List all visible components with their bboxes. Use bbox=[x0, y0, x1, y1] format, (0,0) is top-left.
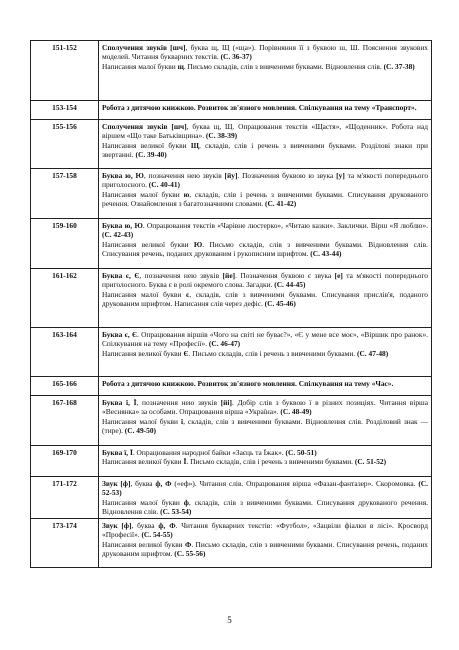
text: . Опрацювання народної байки «Заєць та Їжак». bbox=[132, 448, 286, 457]
bold-text: (С. 38-39) bbox=[205, 131, 238, 141]
text: , буква щ, Щ («ща»). Порівняння її з буквою ш, Ш. Пояснення звукових моделей. Читання букварних текстів. bbox=[102, 43, 429, 62]
topic-paragraph bbox=[102, 240, 428, 259]
bold-text: Звук [ф] bbox=[102, 479, 131, 488]
topic-paragraph bbox=[102, 43, 428, 62]
bold-text: Буква ю, Ю bbox=[102, 171, 144, 180]
topic-paragraph bbox=[102, 330, 428, 349]
bold-text: (С. 42-43) bbox=[102, 230, 134, 240]
text: . Письмо складів, слів з вивченими буквами. Списування речень, поданих друкованим шрифтом. bbox=[102, 539, 428, 559]
topic-paragraph bbox=[102, 448, 428, 457]
text: . Опрацювання віршів «Чого на світі не буває?», «Є у мене все моє», «Віршик про ранок». Спілкування на тему «Професії». bbox=[102, 330, 429, 349]
lesson-topic bbox=[99, 169, 432, 219]
bold-text: Сполучення звуків [шч] bbox=[102, 43, 186, 52]
bold-text: Буква є, Є bbox=[102, 330, 137, 339]
bold-text: (С. 49-50) bbox=[124, 425, 156, 435]
topic-paragraph bbox=[102, 457, 428, 466]
lesson-number: 165-166 bbox=[31, 377, 99, 396]
text: Написання малої букви bbox=[102, 416, 182, 426]
text: , позначення нею звуків bbox=[136, 398, 221, 407]
text: , складів, слів з вивченими буквами. Відновлення слів. Розділовий знак — (тире). bbox=[102, 416, 428, 435]
topic-paragraph bbox=[102, 171, 428, 190]
text: Написання великої букви bbox=[102, 457, 184, 467]
topic-paragraph bbox=[102, 498, 428, 517]
text: . Письмо складів, слів і речень з вивченими буквами. bbox=[188, 348, 357, 358]
table-row bbox=[31, 120, 432, 169]
table-row bbox=[31, 328, 432, 377]
lesson-number: 169-170 bbox=[31, 446, 99, 477]
text: Написання великої букви bbox=[102, 348, 184, 358]
bold-text: (С. 37-38) bbox=[383, 61, 415, 71]
bold-text: [йу] bbox=[224, 171, 238, 180]
text: . Письмо складів, слів з вивченими буквами. Відновлення слів. Списування речень, поданих друкованим і рукописним шрифтом. bbox=[102, 239, 428, 258]
text: Написання малої букви bbox=[102, 289, 187, 299]
topic-paragraph bbox=[102, 62, 428, 71]
lesson-number: 153-154 bbox=[31, 101, 99, 120]
lesson-topic bbox=[99, 519, 432, 568]
lesson-topic bbox=[99, 120, 432, 169]
bold-text: щ bbox=[177, 61, 184, 71]
text: . Добір слів з буквою ї в різних позиціях. Читання вірша «Веснянка» за особами. Опрацювання вірша «Україна». bbox=[102, 398, 428, 417]
bold-text: Робота з дитячою книжкою. Розвиток зв'язного мовлення. Спілкування на тему «Час». bbox=[102, 379, 394, 388]
topic-paragraph bbox=[102, 349, 428, 358]
table-row bbox=[31, 101, 432, 120]
lesson-topic bbox=[99, 101, 432, 120]
lesson-number: 155-156 bbox=[31, 120, 99, 169]
bold-text: (С. 48-49) bbox=[280, 407, 312, 417]
lesson-number: 157-158 bbox=[31, 169, 99, 219]
table-row bbox=[31, 169, 432, 219]
bold-text: (С. 50-51) bbox=[285, 448, 317, 457]
text: . Письмо складів, слів і речень з вивченими буквами. bbox=[186, 457, 355, 467]
lesson-plan-body bbox=[31, 41, 432, 568]
bold-text: (С. 44-45) bbox=[274, 280, 306, 290]
bold-text: Є bbox=[183, 348, 189, 358]
text: . Письмо складів, слів з вивченими буквами. Відновлення слів. bbox=[183, 61, 384, 71]
text: , позначення нею звуків bbox=[143, 171, 225, 180]
text: Написання малої букви bbox=[102, 189, 184, 199]
topic-paragraph bbox=[102, 122, 428, 141]
topic-paragraph bbox=[102, 190, 428, 209]
text: , складів, слів з вивченими буквами. Списування друкованого речення. Відновлення слів. bbox=[102, 497, 428, 516]
bold-text: Буква ї, Ї bbox=[102, 448, 133, 457]
bold-text: ф, Ф bbox=[158, 521, 176, 531]
table-row bbox=[31, 219, 432, 269]
bold-text: Сполучення звуків [шч] bbox=[102, 122, 187, 131]
lesson-number: 167-168 bbox=[31, 396, 99, 446]
bold-text: є bbox=[186, 289, 190, 299]
bold-text: ї bbox=[181, 416, 184, 426]
lesson-plan-table bbox=[30, 40, 432, 568]
lesson-number: 161-162 bbox=[31, 269, 99, 328]
topic-paragraph bbox=[102, 271, 428, 290]
lesson-number: 151-152 bbox=[31, 41, 99, 101]
bold-text: Буква ї, Ї bbox=[102, 398, 137, 407]
lesson-number: 171-172 bbox=[31, 477, 99, 519]
bold-text: ю bbox=[183, 189, 190, 199]
table-row bbox=[31, 446, 432, 477]
text: . Опрацювання текстів «Чарівне люстерко», «Читаю казки». Заклички. Вірш «Я люблю». bbox=[142, 221, 429, 230]
bold-text: [е] bbox=[334, 271, 343, 280]
text: , складів, слів і речень з вивченими буквами. Розділові знаки при звертанні. bbox=[102, 140, 428, 159]
topic-paragraph bbox=[102, 479, 428, 498]
text: , складів, слів і речень з вивченими буквами. Списування друкованого речення. Ознайомлення з багатозначними словами. bbox=[102, 189, 428, 208]
lesson-topic bbox=[99, 269, 432, 328]
table-row bbox=[31, 396, 432, 446]
lesson-topic bbox=[99, 396, 432, 446]
text: Написання малої букви bbox=[102, 61, 178, 71]
bold-text: Буква ю, Ю bbox=[102, 221, 143, 230]
text: та м'якості попереднього приголосного. bbox=[102, 171, 429, 190]
text: , буква bbox=[131, 521, 159, 531]
bold-text: (С. 46-47) bbox=[208, 339, 241, 349]
topic-paragraph bbox=[102, 290, 428, 309]
bold-text: Буква є, Є bbox=[102, 271, 140, 280]
text: та м'якості попереднього приголосного. Буква є в ролі окремого слова. Загадки. bbox=[102, 271, 428, 290]
bold-text: [у] bbox=[336, 171, 345, 180]
text: («еф»). Читання слів. Опрацювання вірша «Фазан-фантазер». Скоромовка. bbox=[171, 479, 419, 488]
topic-paragraph bbox=[102, 417, 428, 436]
lesson-number: 159-160 bbox=[31, 219, 99, 269]
page-number: 5 bbox=[227, 615, 232, 625]
lesson-topic bbox=[99, 446, 432, 477]
topic-paragraph bbox=[102, 379, 428, 388]
table-row bbox=[31, 377, 432, 396]
text: , буква щ, Щ. Опрацювання текстів «Щастя», «Щоденник». Робота над віршем «Що таке Батьківщина». bbox=[102, 122, 428, 141]
bold-text: (С. 51-52) bbox=[354, 457, 387, 467]
text: . Читання букварних текстів: «Футбол», «Зацвіли фіалки в лісі». Кросворд «Професії». bbox=[102, 521, 428, 540]
document-page bbox=[30, 40, 431, 568]
topic-paragraph bbox=[102, 521, 428, 540]
bold-text: ф, Ф bbox=[155, 479, 172, 488]
text: Написання малої букви bbox=[102, 497, 184, 507]
bold-text: (С. 53-54) bbox=[160, 506, 192, 516]
bold-text: Ф bbox=[185, 539, 192, 549]
lesson-topic bbox=[99, 377, 432, 396]
topic-paragraph bbox=[102, 221, 428, 240]
lesson-topic bbox=[99, 219, 432, 269]
bold-text: (С. 43-44) bbox=[310, 248, 342, 258]
bold-text: Ю bbox=[193, 239, 203, 249]
topic-paragraph bbox=[102, 540, 428, 559]
bold-text: (С. 47-48) bbox=[357, 348, 389, 358]
bold-text: Робота з дитячою книжкою. Розвиток зв'язного мовлення. Спілкування на тему «Транспорт». bbox=[102, 103, 417, 112]
bold-text: (С. 52-53) bbox=[102, 479, 428, 498]
lesson-topic bbox=[99, 477, 432, 519]
table-row bbox=[31, 519, 432, 568]
table-row bbox=[31, 477, 432, 519]
text: , буква bbox=[130, 479, 156, 488]
bold-text: (С. 54-55) bbox=[141, 530, 173, 540]
text: . Позначення буквою ю звука bbox=[237, 171, 337, 180]
bold-text: (С. 41-42) bbox=[264, 198, 297, 208]
text: . Позначення буквою є звука bbox=[235, 271, 335, 280]
bold-text: (С. 40-41) bbox=[148, 180, 180, 190]
text: Написання великої букви bbox=[102, 140, 191, 150]
bold-text: (С. 55-56) bbox=[174, 549, 206, 559]
bold-text: (С. 45-46) bbox=[264, 298, 296, 308]
table-row bbox=[31, 269, 432, 328]
text: , складів, слів з вивченими буквами. Списування прислів'я, поданого друкованим шрифтом. Написання слів через дефіс. bbox=[102, 289, 428, 308]
topic-paragraph bbox=[102, 103, 428, 112]
lesson-number: 163-164 bbox=[31, 328, 99, 377]
bold-text: ф bbox=[183, 497, 189, 507]
text: , позначення нею звуків bbox=[139, 271, 223, 280]
lesson-number: 173-174 bbox=[31, 519, 99, 568]
bold-text: [йі] bbox=[220, 398, 232, 407]
bold-text: (С. 36-37) bbox=[220, 52, 252, 62]
topic-paragraph bbox=[102, 398, 428, 417]
bold-text: Звук [ф] bbox=[102, 521, 132, 531]
bold-text: Ї bbox=[183, 457, 187, 467]
text: Написання великої букви bbox=[102, 239, 194, 249]
bold-text: [йе] bbox=[222, 271, 236, 280]
bold-text: Щ bbox=[190, 140, 199, 150]
table-row bbox=[31, 41, 432, 101]
bold-text: (С. 39-40) bbox=[135, 149, 167, 159]
lesson-topic bbox=[99, 328, 432, 377]
lesson-topic bbox=[99, 41, 432, 101]
topic-paragraph bbox=[102, 141, 428, 160]
text: Написання великої букви bbox=[102, 539, 185, 549]
